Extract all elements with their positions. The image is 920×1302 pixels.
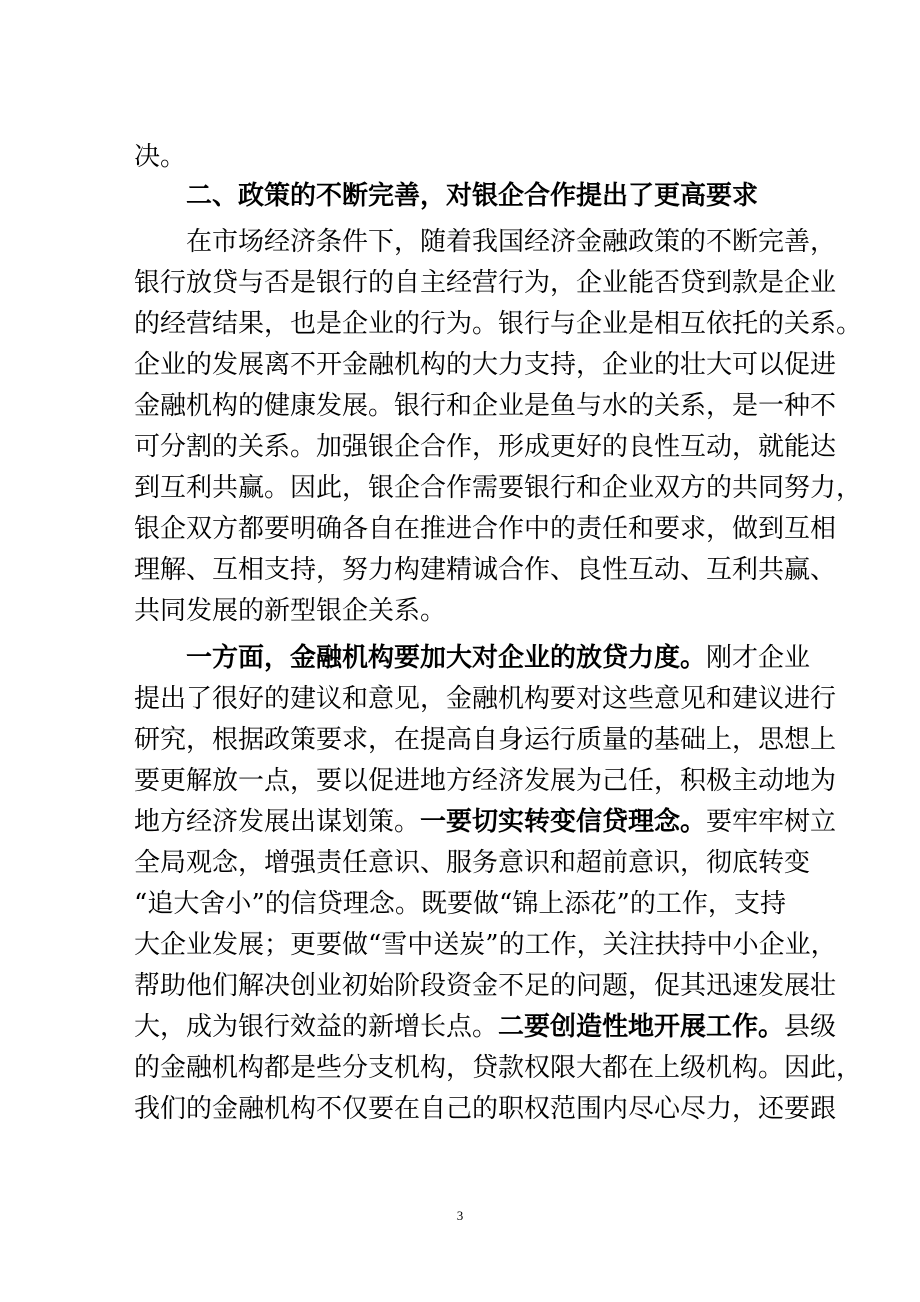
- paragraph-line: [186, 638, 811, 678]
- section-heading: 二、政策的不断完善，对银企合作提出了更高要求: [186, 181, 759, 211]
- bold-point-two: 二要创造性地开展工作。: [498, 1012, 785, 1042]
- paragraph-line: 全局观念，增强责任意识、服务意识和超前意识，彻底转变: [134, 848, 811, 878]
- paragraph-line: [134, 802, 837, 842]
- bold-point-one: 一要切实转变信贷理念。: [420, 807, 707, 837]
- paragraph-line: [134, 1007, 837, 1047]
- line-text: 刚才企业: [706, 643, 811, 673]
- paragraph-line: 金融机构的健康发展。银行和企业是鱼与水的关系，是一种不: [134, 391, 837, 421]
- paragraph-line: 企业的发展离不开金融机构的大力支持，企业的壮大可以促进: [134, 350, 837, 380]
- paragraph-line: 的金融机构都是些分支机构，贷款权限大都在上级机构。因此，: [134, 1053, 863, 1083]
- paragraph-line: 到互利共赢。因此，银企合作需要银行和企业双方的共同努力，: [134, 473, 863, 503]
- bold-lead-sentence: 一方面，金融机构要加大对企业的放贷力度。: [186, 643, 707, 673]
- line-text: 县级: [784, 1012, 837, 1042]
- paragraph-line: 决。: [134, 142, 187, 172]
- paragraph-line: 银行放贷与否是银行的自主经营行为，企业能否贷到款是企业: [134, 268, 837, 298]
- paragraph-line: “追大舍小”的信贷理念。既要做“锦上添花”的工作，支持: [134, 889, 786, 919]
- paragraph-line: 要更解放一点，要以促进地方经济发展为己任，积极主动地为: [134, 766, 837, 796]
- line-text: 地方经济发展出谋划策。: [134, 807, 421, 837]
- paragraph-line: 帮助他们解决创业初始阶段资金不足的问题，促其迅速发展壮: [134, 971, 837, 1001]
- paragraph-line: 在市场经济条件下，随着我国经济金融政策的不断完善，: [186, 227, 837, 257]
- paragraph-line: 可分割的关系。加强银企合作，形成更好的良性互动，就能达: [134, 432, 837, 462]
- page-number: 3: [456, 1208, 464, 1223]
- paragraph-line: 提出了很好的建议和意见，金融机构要对这些意见和建议进行: [134, 684, 837, 714]
- paragraph-line: 大企业发展；更要做“雪中送炭”的工作，关注扶持中小企业，: [134, 930, 837, 960]
- paragraph-line: 的经营结果，也是企业的行为。银行与企业是相互依托的关系。: [134, 309, 863, 339]
- paragraph-line: 银企双方都要明确各自在推进合作中的责任和要求，做到互相: [134, 514, 837, 544]
- line-text: 大，成为银行效益的新增长点。: [134, 1012, 499, 1042]
- paragraph-line: 我们的金融机构不仅要在自己的职权范围内尽心尽力，还要跟: [134, 1094, 837, 1124]
- paragraph-line: 理解、互相支持，努力构建精诚合作、良性互动、互利共赢、: [134, 555, 837, 585]
- line-text: 要牢牢树立: [706, 807, 837, 837]
- paragraph-line: 研究，根据政策要求，在提高自身运行质量的基础上，思想上: [134, 725, 837, 755]
- paragraph-line: 共同发展的新型银企关系。: [134, 596, 447, 626]
